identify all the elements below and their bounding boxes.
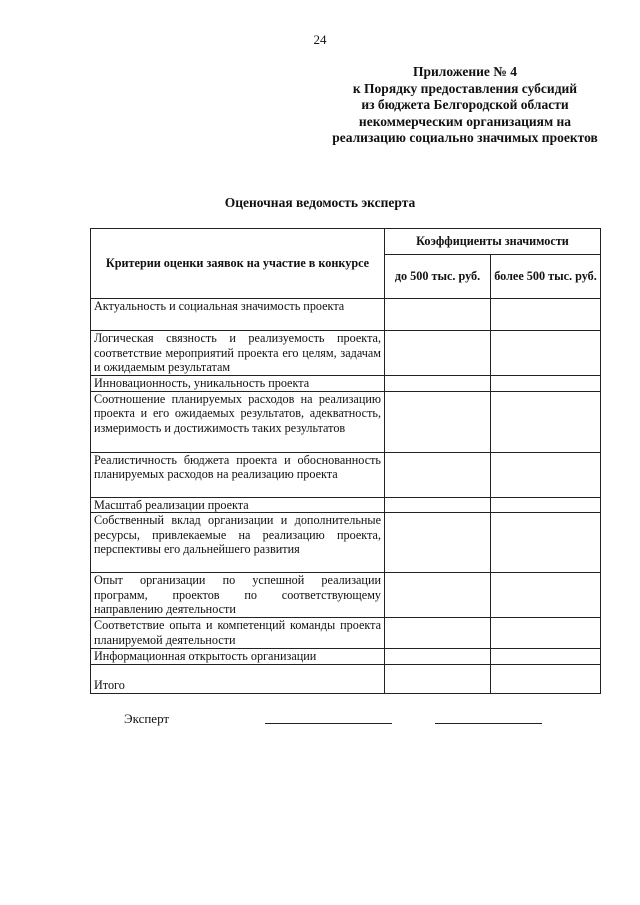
criterion-cell: Инновационность, уникальность проекта — [91, 376, 385, 392]
criterion-cell: Логическая связность и реализуемость проекта, соответствие мероприятий проекта его целям, задачам и ожидаемым результатам — [91, 331, 385, 376]
score-cell — [385, 649, 491, 665]
score-cell — [491, 391, 601, 452]
score-cell — [491, 618, 601, 649]
header-up-to-500: до 500 тыс. руб. — [385, 255, 491, 299]
criterion-cell: Опыт организации по успешной реализации программ, проектов по соответствующему направлению деятельности — [91, 573, 385, 618]
header-over-500: более 500 тыс. руб. — [491, 255, 601, 299]
score-cell — [385, 299, 491, 331]
criterion-cell: Соответствие опыта и компетенций команды проекта планируемой деятельности — [91, 618, 385, 649]
appendix-line: реализацию социально значимых проектов — [332, 130, 598, 145]
criterion-cell: Соотношение планируемых расходов на реализацию проекта и его ожидаемых результатов, адекватность, измеримость и достижимость таких результатов — [91, 391, 385, 452]
score-cell — [491, 376, 601, 392]
name-line — [435, 723, 542, 724]
appendix-line: Приложение № 4 — [413, 64, 517, 79]
score-cell — [491, 452, 601, 497]
score-cell — [385, 497, 491, 513]
score-cell — [491, 649, 601, 665]
appendix-line: некоммерческим организациям на — [358, 113, 572, 129]
header-coefficients: Коэффициенты значимости — [385, 229, 601, 255]
score-cell — [385, 618, 491, 649]
total-cell — [385, 664, 491, 693]
criterion-cell: Информационная открытость организации — [91, 649, 385, 665]
appendix-line: из бюджета Белгородской области — [361, 97, 569, 112]
expert-label: Эксперт — [124, 711, 170, 726]
appendix-header — [300, 64, 630, 147]
score-cell — [385, 573, 491, 618]
score-cell — [491, 331, 601, 376]
total-cell — [491, 664, 601, 693]
score-cell — [385, 331, 491, 376]
score-cell — [385, 391, 491, 452]
header-criteria: Критерии оценки заявок на участие в конкурсе — [91, 229, 385, 299]
criterion-cell: Реалистичность бюджета проекта и обоснованность планируемых расходов на реализацию проекта — [91, 452, 385, 497]
criterion-cell: Масштаб реализации проекта — [91, 497, 385, 513]
score-cell — [491, 299, 601, 331]
criterion-cell: Актуальность и социальная значимость проекта — [91, 299, 385, 331]
score-cell — [385, 376, 491, 392]
score-cell — [491, 513, 601, 573]
score-cell — [385, 452, 491, 497]
page-number: 24 — [313, 32, 327, 47]
evaluation-table — [90, 228, 601, 694]
score-cell — [491, 573, 601, 618]
document-title: Оценочная ведомость эксперта — [224, 195, 416, 210]
score-cell — [385, 513, 491, 573]
score-cell — [491, 497, 601, 513]
total-label: Итого — [91, 664, 385, 693]
criterion-cell: Собственный вклад организации и дополнительные ресурсы, привлекаемые на реализацию проекта, перспективы его дальнейшего развития — [91, 513, 385, 573]
appendix-line: к Порядку предоставления субсидий — [352, 80, 578, 96]
signature-line — [265, 723, 392, 724]
